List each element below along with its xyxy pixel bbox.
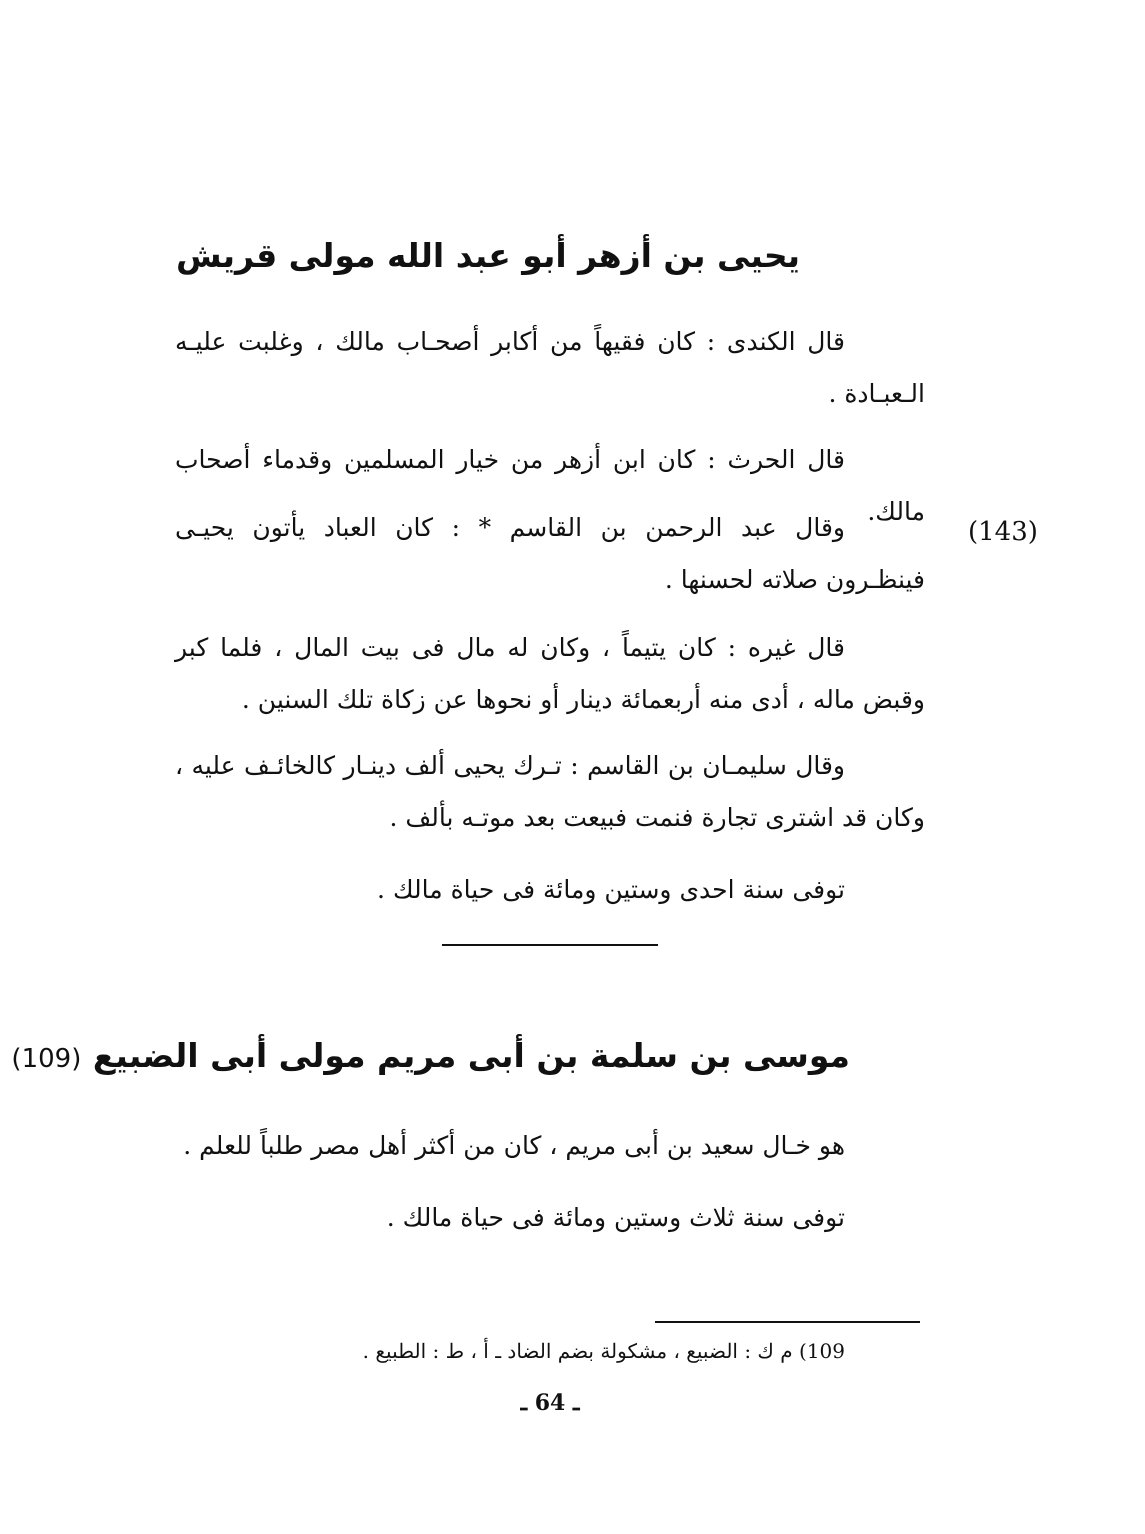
margin-entry-number: (143) <box>968 517 1038 547</box>
paragraph: توفى سنة احدى وستين ومائة فى حياة مالك . <box>377 875 845 904</box>
footnote-reference: (109) <box>11 1044 82 1074</box>
footnote: 109) م ك : الضبيع ، مشكولة بضم الضاد ـ أ ، ط : الطبيع . <box>362 1339 845 1363</box>
paragraph: هو خـال سعيد بن أبى مريم ، كان من أكثر أهل مصر طلباً للعلم . <box>183 1131 845 1160</box>
paragraph: توفى سنة ثلاث وستين ومائة فى حياة مالك . <box>386 1203 845 1232</box>
page-number: ـ 64 ـ <box>520 1390 580 1416</box>
entry-title: يحيى بن أزهر أبو عبد الله مولى قريش <box>176 236 800 275</box>
paragraph: قال الحرث : كان ابن أزهر من خيار المسلمين وقدماء أصحاب مالك. <box>175 445 925 526</box>
paragraph: قال غيره : كان يتيماً ، وكان له مال فى بيت المال ، فلما كبر وقبض ماله ، أدى منه أربعمائة دينار أو نحوها عن زكاة تلك السنين . <box>175 633 925 714</box>
entry-title-text: موسى بن سلمة بن أبى مريم مولى أبى الضبيع <box>92 1036 850 1075</box>
paragraph: وقال عبد الرحمن بن القاسم * : كان العباد يأتون يحيـى فينظـرون صلاته لحسنها . <box>175 513 925 594</box>
section-divider <box>442 944 658 946</box>
footnote-divider <box>655 1321 920 1323</box>
paragraph: قال الكندى : كان فقيهاً من أكابر أصحـاب مالك ، وغلبت عليـه الـعبـادة . <box>175 327 925 408</box>
entry-title <box>11 1034 850 1081</box>
paragraph: وقال سليمـان بن القاسم : تـرك يحيى ألف دينـار كالخائـف عليه ، وكان قد اشترى تجارة فنمت فبيعت بعد موتـه بألف . <box>175 751 925 832</box>
